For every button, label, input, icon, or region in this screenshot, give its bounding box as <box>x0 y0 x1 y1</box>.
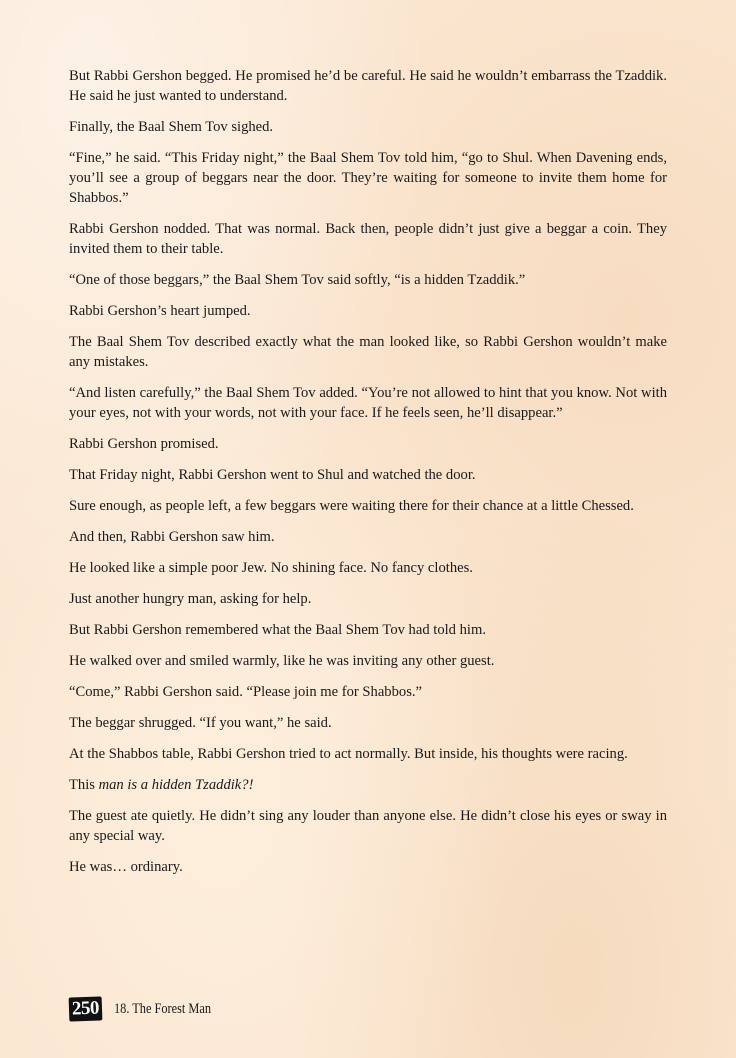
paragraph: The beggar shrugged. “If you want,” he said. <box>69 715 332 731</box>
paragraph: And then, Rabbi Gershon saw him. <box>69 529 275 545</box>
paragraph: The Baal Shem Tov described exactly what the man looked like, so Rabbi Gershon wouldn’t make any mistakes. <box>69 334 667 370</box>
chapter-title: 18. The Forest Man <box>114 1000 212 1017</box>
paragraph: But Rabbi Gershon remembered what the Baal Shem Tov had told him. <box>69 622 486 638</box>
paragraph: The guest ate quietly. He didn’t sing any louder than anyone else. He didn’t close his eyes or sway in any special way. <box>69 808 667 844</box>
paragraph: Rabbi Gershon nodded. That was normal. Back then, people didn’t just give a beggar a coin. They invited them to their table. <box>69 221 667 257</box>
italic-thought-paragraph <box>69 775 667 795</box>
paragraph: Sure enough, as people left, a few beggars were waiting there for their chance at a little Chessed. <box>69 498 634 514</box>
paragraph: He was… ordinary. <box>69 859 183 875</box>
paragraph: Just another hungry man, asking for help. <box>69 591 312 607</box>
thought-lead: This <box>69 777 99 793</box>
paragraph: “Fine,” he said. “This Friday night,” the Baal Shem Tov told him, “go to Shul. When Davening ends, you’ll see a group of beggars near the door. They’re waiting for someone to invite them home for Shabbos.” <box>69 150 667 206</box>
paragraph: That Friday night, Rabbi Gershon went to Shul and watched the door. <box>69 467 476 483</box>
page-footer <box>69 995 228 1023</box>
paragraph: At the Shabbos table, Rabbi Gershon tried to act normally. But inside, his thoughts were racing. <box>69 746 628 762</box>
paragraph: “One of those beggars,” the Baal Shem Tov said softly, “is a hidden Tzaddik.” <box>69 272 526 288</box>
paragraph: Rabbi Gershon’s heart jumped. <box>69 303 251 319</box>
page-body <box>69 66 667 888</box>
thought-italic: man is a hidden Tzaddik?! <box>98 777 254 793</box>
paragraph: “Come,” Rabbi Gershon said. “Please join me for Shabbos.” <box>69 684 423 700</box>
paragraph: He looked like a simple poor Jew. No shining face. No fancy clothes. <box>69 560 473 576</box>
paragraph: Finally, the Baal Shem Tov sighed. <box>69 119 274 135</box>
paragraph: “And listen carefully,” the Baal Shem Tov added. “You’re not allowed to hint that you know. Not with your eyes, not with your words, not with your face. If he feels seen, he’ll disappear.” <box>69 385 667 421</box>
paragraph: Rabbi Gershon promised. <box>69 436 219 452</box>
paragraph: He walked over and smiled warmly, like he was inviting any other guest. <box>69 653 495 669</box>
paragraph: But Rabbi Gershon begged. He promised he’d be careful. He said he wouldn’t embarrass the Tzaddik. He said he just wanted to understand. <box>69 68 667 104</box>
page-number: 250 <box>69 996 103 1021</box>
